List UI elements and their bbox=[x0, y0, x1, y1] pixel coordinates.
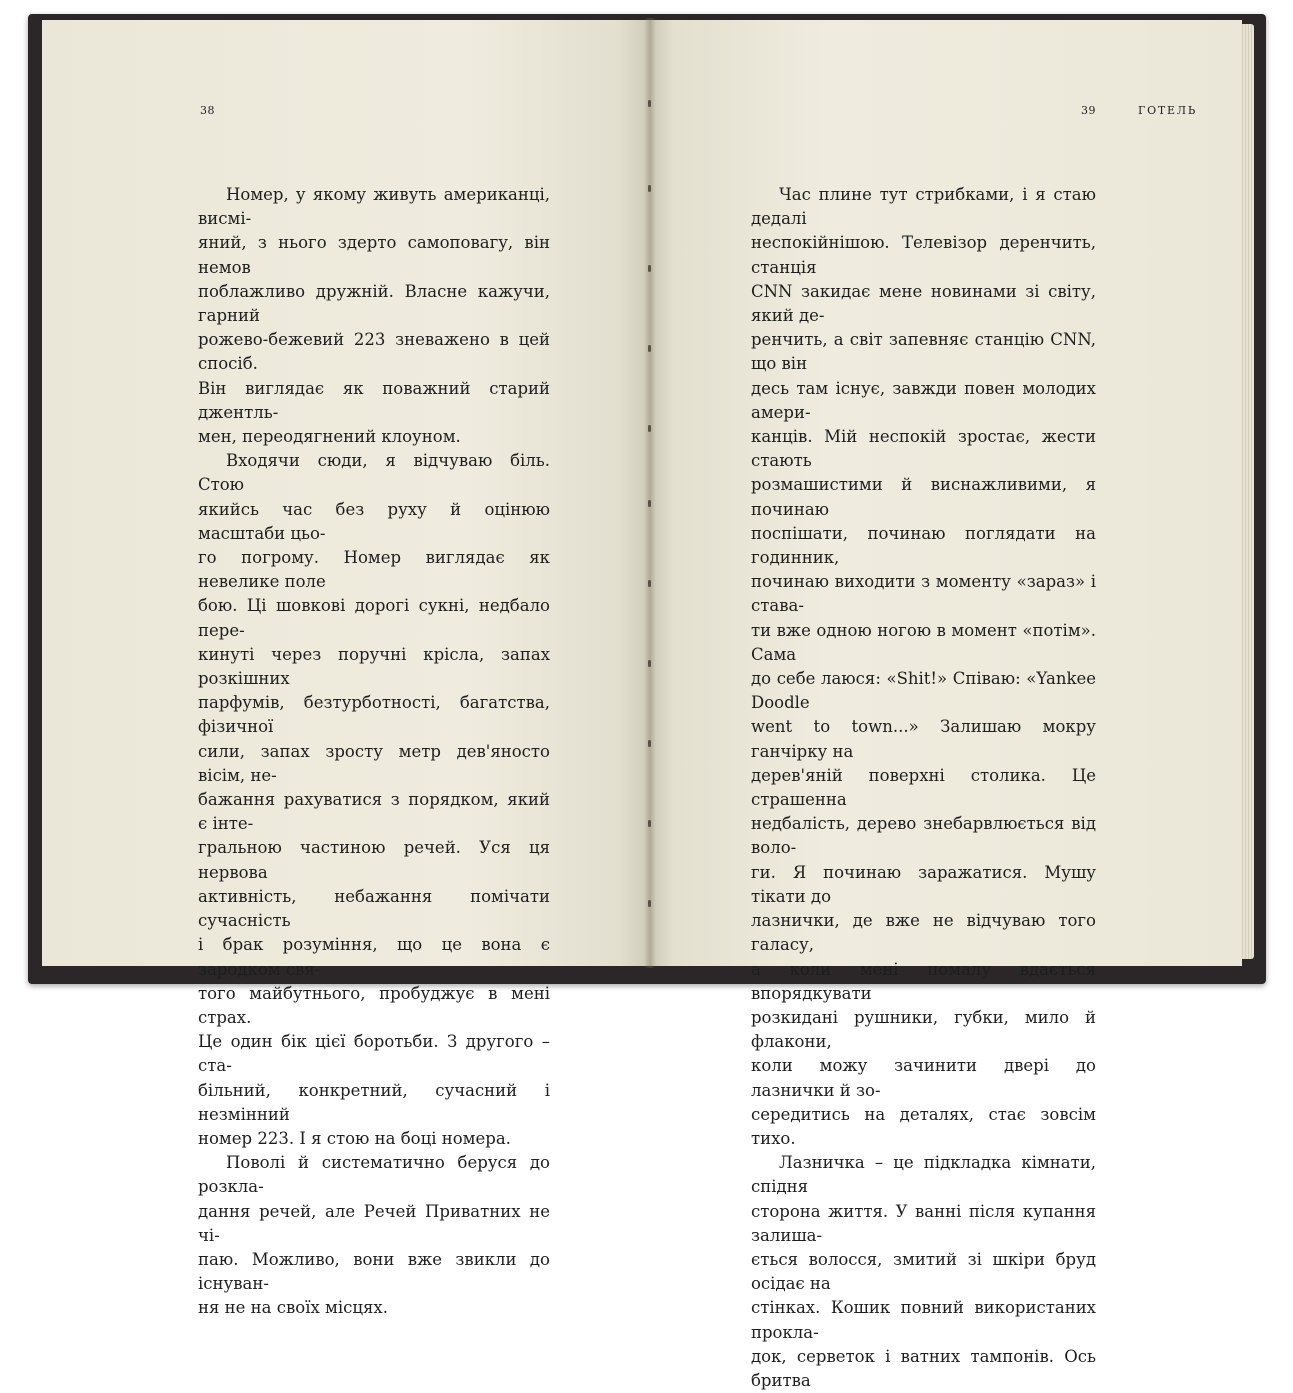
spine-stitch bbox=[648, 425, 651, 432]
spine-stitch bbox=[648, 345, 651, 352]
paragraph: Час плине тут стрибками, і я стаю дедалі неспокійнішою. Телевізор деренчить, станція CNN закидає мене новинами зі світу, який де- ренчить, а світ запевняє станцію CNN, що він десь там існує, завжди повен молодих амери- канців. Мій неспокій зростає, жести стають розмашистими й виснажливими, я починаю поспішати, починаю поглядати на годинник, починаю виходити з моменту «зараз» і ставa- ти вже одною ногою в момент «потім». Сама до себе лаюся: «Shit!» Співаю: «Yankee Doodle went to town...» Залишаю мокру ганчірку на дерев'яній поверхні столика. Це страшенна недбалість, дерево знебарвлюється від воло- ги. Я починаю заражатися. Мушу тікати до лазнички, де вже не відчуваю того галасу, а коли мені помалу вдається впорядкувати розкидані рушники, губки, мило й флакони, коли можу зачинити двері до лазнички й зо- середитись на деталях, стає зовсім тихо. bbox=[751, 185, 1096, 1148]
spine-stitch bbox=[648, 820, 651, 827]
left-page-number: 38 bbox=[200, 104, 215, 117]
spine-stitch bbox=[648, 500, 651, 507]
spine-stitch bbox=[648, 740, 651, 747]
left-page-text bbox=[198, 183, 550, 1321]
paragraph: Входячи сюди, я відчуваю біль. Стою якийсь час без руху й оцінюю масштаби цьо- го погрому. Номер виглядає як невелике поле бою. Ці шовкові дорогі сукні, недбало пере- кинуті через поручні крісла, запах розкішних парфумів, безтурботності, багатства, фізичної сили, запах зросту метр дев'яносто вісім, не- бажання рахуватися з порядком, який є інте- гральною частиною речей. Уся ця нервова активність, небажання помічати сучасність і брак розуміння, що це вона є зародком свя- того майбутнього, пробуджує в мені страх. Це один бік цієї боротьби. З другого – ста- більний, конкретний, сучасний і незмінний номер 223. І я стою на боці номера. bbox=[198, 451, 550, 1148]
spine-stitch bbox=[648, 900, 651, 907]
right-page-text bbox=[751, 183, 1096, 1393]
spine-stitch bbox=[648, 660, 651, 667]
running-head: ГОТЕЛЬ bbox=[1138, 104, 1198, 117]
spine-stitch bbox=[648, 100, 651, 107]
spine-stitch bbox=[648, 185, 651, 192]
paragraph: Номер, у якому живуть американці, висмі- яний, з нього здерто самоповагу, він немов поблажливо дружній. Власне кажучи, гарний рожево-бежевий 223 зневажено в цей спосіб. Він виглядає як поважний старий джентль- мен, переодягнений клоуном. bbox=[198, 185, 550, 447]
spine-stitch bbox=[648, 265, 651, 272]
paragraph: Лазничка – це підкладка кімнати, спідня сторона життя. У ванні після купання залиша- ється волосся, змитий зі шкіри бруд осідає на стінках. Кошик повний використаних проклa- док, серветок і ватних тампонів. Ось бритва bbox=[751, 1153, 1096, 1390]
paragraph: Поволі й систематично беруся до розкла- дання речей, але Речей Приватних не чі- паю. Можливо, вони вже звикли до існуван- ня не на своїх місцях. bbox=[198, 1153, 550, 1318]
spine-stitch bbox=[648, 580, 651, 587]
right-page-number: 39 bbox=[1081, 104, 1096, 117]
